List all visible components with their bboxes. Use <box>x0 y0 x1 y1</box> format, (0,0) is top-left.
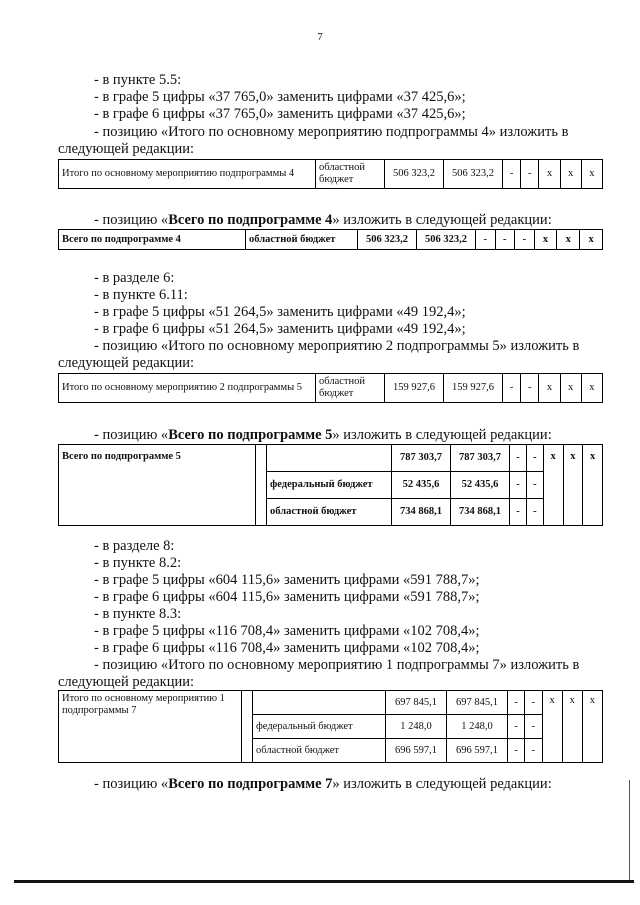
cell: - <box>476 230 496 250</box>
cell: x <box>562 691 582 763</box>
cell: x <box>582 691 602 763</box>
row-name: Итого по основному мероприятию 2 подпрограммы 5 <box>59 374 316 403</box>
text-line: - в пункте 6.11: <box>94 287 188 303</box>
text-line: - в графе 6 цифры «116 708,4» заменить цифрами «102 708,4»; <box>94 640 480 656</box>
text-line: - в графе 5 цифры «604 115,6» заменить цифрами «591 788,7»; <box>94 572 480 588</box>
text-line <box>94 212 640 229</box>
text-line: - в разделе 6: <box>94 270 175 286</box>
table-row <box>59 691 603 715</box>
table-row <box>59 374 603 403</box>
cell: x <box>543 445 563 526</box>
text-line: - в пункте 5.5: <box>94 72 182 88</box>
cell: x <box>581 374 602 403</box>
table-row <box>59 230 603 250</box>
cell: - <box>510 499 527 526</box>
row-source: областной бюджет <box>267 499 392 526</box>
text-line <box>94 776 640 793</box>
col6-value: 697 845,1 <box>447 691 508 715</box>
cell: x <box>583 445 603 526</box>
table-subprogram5-item2 <box>58 373 603 403</box>
cell: x <box>539 374 560 403</box>
row-name: Всего по подпрограмме 5 <box>59 445 256 526</box>
col6-value: 506 323,2 <box>444 160 503 189</box>
col5-value: 1 248,0 <box>386 715 447 739</box>
row-source <box>267 445 392 472</box>
cell: - <box>521 374 539 403</box>
text-part: » изложить в следующей редакции: <box>332 427 552 443</box>
text-part: - позицию « <box>94 212 169 228</box>
cell: x <box>560 160 581 189</box>
cell: - <box>503 374 521 403</box>
row-name: Итого по основному мероприятию 1 подпрограммы 7 <box>59 691 242 763</box>
col6-value: 734 868,1 <box>451 499 510 526</box>
spacer-cell <box>242 691 253 763</box>
cell: x <box>542 691 562 763</box>
col5-value: 506 323,2 <box>358 230 417 250</box>
row-source: областной бюджет <box>316 160 385 189</box>
table-row <box>59 445 603 472</box>
cell: - <box>503 160 521 189</box>
row-source: областной бюджет <box>246 230 358 250</box>
spacer-cell <box>256 445 267 526</box>
cell: - <box>510 445 527 472</box>
col5-value: 52 435,6 <box>392 472 451 499</box>
text-line: следующей редакции: <box>58 355 195 371</box>
text-line: - позицию «Итого по основному мероприятию подпрограммы 4» изложить в <box>94 124 569 140</box>
text-line: - в графе 5 цифры «116 708,4» заменить цифрами «102 708,4»; <box>94 623 480 639</box>
col5-value: 159 927,6 <box>385 374 444 403</box>
cell: x <box>563 445 583 526</box>
text-line: - в пункте 8.3: <box>94 606 182 622</box>
row-source <box>253 691 386 715</box>
col5-value: 696 597,1 <box>386 739 447 763</box>
table-subprogram4-total <box>58 159 603 189</box>
text-part: - позицию « <box>94 427 169 443</box>
text-bold: Всего по подпрограмме 4 <box>168 212 333 228</box>
text-line <box>94 427 640 444</box>
text-line: - в графе 5 цифры «37 765,0» заменить цифрами «37 425,6»; <box>94 89 466 105</box>
cell: x <box>534 230 557 250</box>
scan-edge-line <box>629 780 630 880</box>
text-part: » изложить в следующей редакции: <box>332 776 552 792</box>
col5-value: 734 868,1 <box>392 499 451 526</box>
cell: - <box>526 445 543 472</box>
cell: - <box>525 739 542 763</box>
cell: x <box>581 160 602 189</box>
cell: x <box>539 160 560 189</box>
table-subprogram5-all <box>58 444 603 526</box>
text-line: - в графе 6 цифры «51 264,5» заменить цифрами «49 192,4»; <box>94 321 466 337</box>
cell: - <box>510 472 527 499</box>
scan-bottom-border <box>14 880 634 883</box>
col6-value: 159 927,6 <box>444 374 503 403</box>
table-subprogram7-item1 <box>58 690 603 763</box>
col5-value: 787 303,7 <box>392 445 451 472</box>
row-source: областной бюджет <box>253 739 386 763</box>
text-line: - позицию «Итого по основному мероприятию 1 подпрограммы 7» изложить в <box>94 657 580 673</box>
text-line: - в пункте 8.2: <box>94 555 182 571</box>
text-line: - в графе 6 цифры «604 115,6» заменить цифрами «591 788,7»; <box>94 589 480 605</box>
text-bold: Всего по подпрограмме 5 <box>168 427 333 443</box>
col6-value: 787 303,7 <box>451 445 510 472</box>
table-subprogram4-all <box>58 229 603 250</box>
col6-value: 696 597,1 <box>447 739 508 763</box>
text-line: - в разделе 8: <box>94 538 175 554</box>
page-number: 7 <box>317 31 323 43</box>
row-source: областной бюджет <box>316 374 385 403</box>
cell: - <box>525 691 542 715</box>
cell: x <box>557 230 580 250</box>
col5-value: 697 845,1 <box>386 691 447 715</box>
row-name: Итого по основному мероприятию подпрограммы 4 <box>59 160 316 189</box>
text-line: следующей редакции: <box>58 141 195 157</box>
col6-value: 52 435,6 <box>451 472 510 499</box>
cell: x <box>580 230 603 250</box>
table-row <box>59 160 603 189</box>
cell: - <box>526 499 543 526</box>
col6-value: 506 323,2 <box>417 230 476 250</box>
row-source: федеральный бюджет <box>267 472 392 499</box>
text-bold: Всего по подпрограмме 7 <box>168 776 333 792</box>
text-part: » изложить в следующей редакции: <box>332 212 552 228</box>
cell: - <box>525 715 542 739</box>
cell: - <box>508 715 525 739</box>
cell: - <box>508 739 525 763</box>
text-line: следующей редакции: <box>58 674 195 690</box>
text-line: - в графе 5 цифры «51 264,5» заменить цифрами «49 192,4»; <box>94 304 466 320</box>
row-source: федеральный бюджет <box>253 715 386 739</box>
cell: - <box>521 160 539 189</box>
col6-value: 1 248,0 <box>447 715 508 739</box>
col5-value: 506 323,2 <box>385 160 444 189</box>
cell: - <box>508 691 525 715</box>
cell: - <box>495 230 515 250</box>
cell: - <box>515 230 535 250</box>
text-part: - позицию « <box>94 776 169 792</box>
row-name: Всего по подпрограмме 4 <box>59 230 246 250</box>
cell: - <box>526 472 543 499</box>
cell: x <box>560 374 581 403</box>
text-line: - позицию «Итого по основному мероприятию 2 подпрограммы 5» изложить в <box>94 338 580 354</box>
text-line: - в графе 6 цифры «37 765,0» заменить цифрами «37 425,6»; <box>94 106 466 122</box>
